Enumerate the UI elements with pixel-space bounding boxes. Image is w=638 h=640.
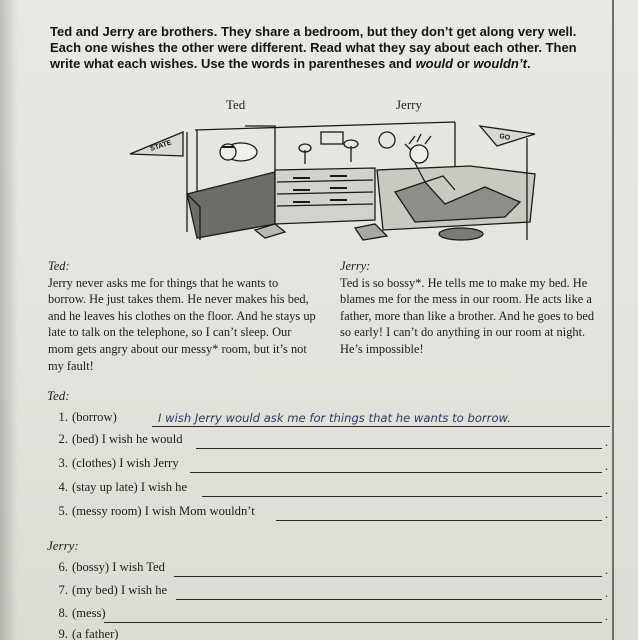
exercise-item-5 bbox=[50, 504, 612, 524]
exercise-item-1 bbox=[50, 410, 612, 430]
item-prompt: (a father) bbox=[72, 627, 119, 640]
exercise-item-8 bbox=[50, 606, 612, 626]
item-number: 1. bbox=[58, 410, 68, 424]
jerry-head bbox=[410, 145, 428, 163]
item-prompt: (clothes) I wish Jerry bbox=[72, 456, 179, 470]
dresser bbox=[275, 168, 375, 224]
instructions-text: Ted and Jerry are brothers. They share a bedroom, but they don’t get along very well. Each one wishes the other were different. Read what they say about each other. Then write what each wishes. Use the words in parentheses and bbox=[50, 24, 577, 71]
answer-line-2[interactable] bbox=[196, 432, 602, 449]
end-period: . bbox=[605, 435, 608, 449]
ted-section-label: Ted: bbox=[47, 388, 70, 403]
ball bbox=[379, 132, 395, 148]
ted-statement-body: Jerry never asks me for things that he wants to borrow. He just takes them. He never makes his bed, and he leaves his clothes on the floor. And he stays up late to talk on the telephone, so I can’t sleep. Our mom gets angry about our messy* room, but it’s not my fault! bbox=[48, 275, 316, 373]
page-right-rule bbox=[612, 0, 614, 640]
exercise-item-3 bbox=[50, 456, 612, 476]
end-period: . bbox=[605, 459, 608, 473]
item-prompt: (stay up late) I wish he bbox=[72, 480, 188, 494]
answer-line-8[interactable] bbox=[104, 606, 602, 623]
poster bbox=[321, 132, 343, 144]
jerry-statement-label: Jerry: bbox=[340, 259, 371, 273]
floor-clothes bbox=[439, 228, 483, 240]
item-prompt: (bed) I wish he would bbox=[72, 432, 183, 446]
answer-line-5[interactable] bbox=[276, 504, 602, 521]
end-period: . bbox=[605, 563, 608, 577]
item-prompt: (bossy) I wish Ted bbox=[72, 560, 165, 574]
answer-line-6[interactable] bbox=[174, 560, 602, 577]
exercise-item-7 bbox=[50, 583, 612, 603]
instructions-would: would bbox=[415, 56, 454, 71]
answer-line-7[interactable] bbox=[176, 583, 602, 600]
item-number: 9. bbox=[58, 627, 68, 640]
end-period: . bbox=[605, 609, 608, 623]
item-prompt: (messy room) I wish Mom wouldn’t bbox=[72, 504, 255, 518]
illustration-ted-label: Ted bbox=[226, 97, 246, 112]
item-number: 7. bbox=[58, 583, 68, 597]
instructions-or: or bbox=[453, 56, 474, 71]
answer-line-3[interactable] bbox=[190, 456, 602, 473]
jerry-section-label: Jerry: bbox=[47, 538, 79, 553]
lamps bbox=[305, 146, 351, 164]
bedroom-illustration bbox=[125, 112, 545, 247]
pennant-right-text: GO bbox=[498, 133, 511, 142]
item-number: 2. bbox=[58, 432, 68, 446]
item-number: 5. bbox=[58, 504, 68, 518]
jerry-statement-body: Ted is so bossy*. He tells me to make my bed. He blames me for the mess in our room. He acts like a father, more than like a brother. And he goes to bed so early! I can’t do anything in our room at night. He’s impossible! bbox=[340, 275, 595, 356]
exercise-item-2 bbox=[50, 432, 612, 452]
item-number: 8. bbox=[58, 606, 68, 620]
wall-line bbox=[195, 122, 455, 130]
item-prompt: (my bed) I wish he bbox=[72, 583, 168, 597]
ted-statement-label: Ted: bbox=[48, 259, 70, 273]
item-number: 4. bbox=[58, 480, 68, 494]
item-number: 6. bbox=[58, 560, 68, 574]
exercise-item-9 bbox=[50, 627, 612, 640]
end-period: . bbox=[605, 483, 608, 497]
answer-line-1[interactable]: I wish Jerry would ask me for things that he wants to borrow. bbox=[152, 410, 610, 427]
jerry-statement bbox=[340, 258, 602, 358]
ted-statement bbox=[48, 258, 318, 374]
instructions bbox=[50, 24, 580, 72]
item-number: 3. bbox=[58, 456, 68, 470]
item-prompt: (mess) bbox=[72, 606, 106, 620]
pennant-left-text: STATE bbox=[149, 139, 173, 153]
instructions-period: . bbox=[527, 56, 531, 71]
end-period: . bbox=[605, 586, 608, 600]
page-shadow bbox=[0, 0, 18, 640]
item-prompt: (borrow) bbox=[72, 410, 117, 424]
exercise-item-4 bbox=[50, 480, 612, 500]
exercise-item-6 bbox=[50, 560, 612, 580]
answer-line-4[interactable] bbox=[202, 480, 602, 497]
end-period: . bbox=[605, 507, 608, 521]
instructions-wouldnt: wouldn’t bbox=[473, 56, 528, 71]
illustration-jerry-label: Jerry bbox=[396, 97, 422, 112]
